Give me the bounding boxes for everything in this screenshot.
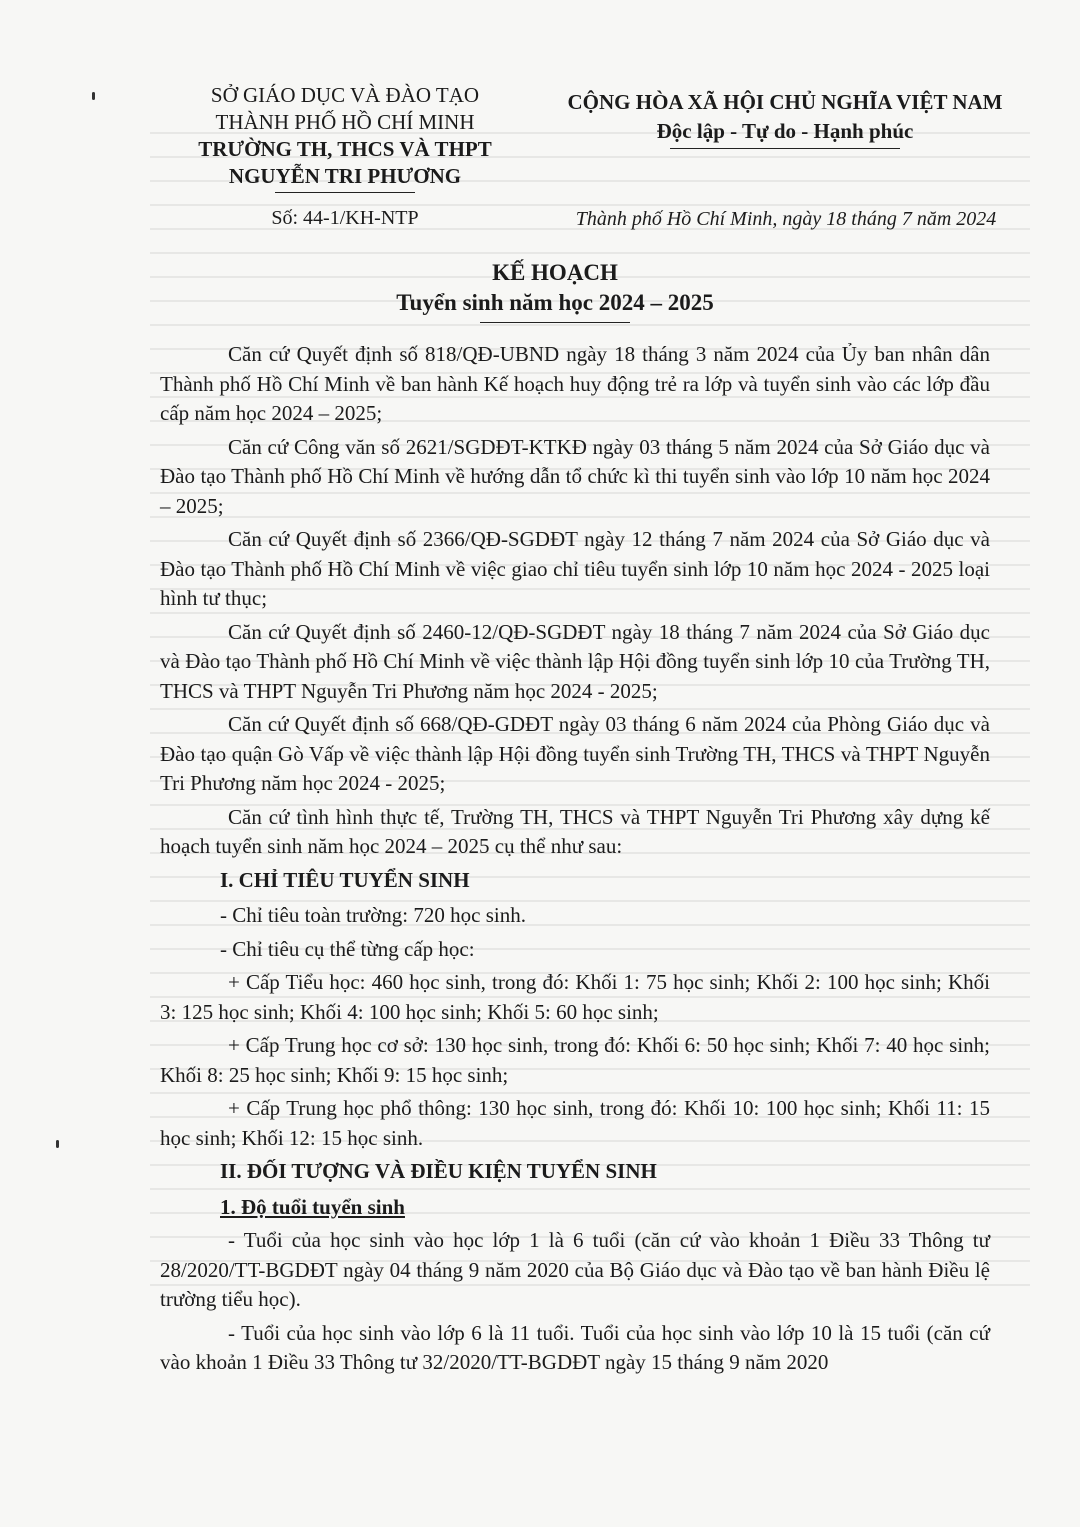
section-2-heading: II. ĐỐI TƯỢNG VÀ ĐIỀU KIỆN TUYỂN SINH — [220, 1159, 657, 1183]
title-underline — [480, 322, 630, 323]
age-item: - Tuổi của học sinh vào học lớp 1 là 6 tuổi (căn cứ vào khoản 1 Điều 33 Thông tư 28/2020/TT-BGDĐT ngày 04 tháng 9 năm 2020 của Bộ Giáo dục và Đào tạo về ban hành Điều lệ trường tiểu học). — [160, 1228, 990, 1311]
legal-basis-paragraph: Căn cứ Quyết định số 668/QĐ-GDĐT ngày 03 tháng 6 năm 2024 của Phòng Giáo dục và Đào tạo quận Gò Vấp về việc thành lập Hội đồng tuyển sinh Trường TH, THCS và THPT Nguyễn Tri Phương năm học 2024 - 2025; — [160, 712, 990, 795]
legal-basis-paragraph: Căn cứ Quyết định số 2460-12/QĐ-SGDĐT ngày 18 tháng 7 năm 2024 của Sở Giáo dục và Đào tạo Thành phố Hồ Chí Minh về việc thành lập Hội đồng tuyển sinh lớp 10 của Trường TH, THCS và THPT Nguyễn Tri Phương năm học 2024 - 2025; — [160, 619, 990, 703]
school-name-line-1: TRƯỜNG TH, THCS VÀ THPT — [198, 137, 492, 161]
title-sub: Tuyển sinh năm học 2024 – 2025 — [396, 290, 714, 315]
authority-line-2: THÀNH PHỐ HỒ CHÍ MINH — [215, 110, 475, 134]
legal-basis-paragraph: Căn cứ Công văn số 2621/SGDĐT-KTKĐ ngày 03 tháng 5 năm 2024 của Sở Giáo dục và Đào tạo Thành phố Hồ Chí Minh về hướng dẫn tổ chức kì thi tuyển sinh vào lớp 10 năm học 2024 – 2025; — [160, 434, 990, 518]
place-date-line: Thành phố Hồ Chí Minh, ngày 18 tháng 7 năm 2024 — [575, 208, 997, 230]
quota-item: - Chỉ tiêu toàn trường: 720 học sinh. — [220, 903, 526, 927]
document-title — [180, 258, 930, 323]
authority-line-1: SỞ GIÁO DỤC VÀ ĐÀO TẠO — [210, 83, 480, 107]
scan-speck — [56, 1140, 59, 1148]
intro-paragraph: Căn cứ tình hình thực tế, Trường TH, THCS và THPT Nguyễn Tri Phương xây dựng kế hoạch tuyển sinh năm học 2024 – 2025 cụ thể như sau: — [160, 804, 990, 858]
legal-basis-paragraph: Căn cứ Quyết định số 818/QĐ-UBND ngày 18 tháng 3 năm 2024 của Ủy ban nhân dân Thành phố Hồ Chí Minh về ban hành Kế hoạch huy động trẻ ra lớp và tuyển sinh vào các lớp đầu cấp năm học 2024 – 2025; — [160, 342, 990, 425]
motto-underline — [670, 148, 900, 149]
country-name: CỘNG HÒA XÃ HỘI CHỦ NGHĨA VIỆT NAM — [567, 90, 1003, 114]
quota-item: - Chỉ tiêu cụ thể từng cấp học: — [220, 936, 475, 961]
quota-item: + Cấp Tiểu học: 460 học sinh, trong đó: Khối 1: 75 học sinh; Khối 2: 100 học sinh; Khối 3: 125 học sinh; Khối 4: 100 học sinh; Khối 5: 60 học sinh; — [160, 970, 990, 1024]
motto: Độc lập - Tự do - Hạnh phúc — [656, 119, 914, 143]
authority-underline — [275, 192, 415, 193]
quota-item: + Cấp Trung học phổ thông: 130 học sinh, trong đó: Khối 10: 100 học sinh; Khối 11: 15 học sinh; Khối 12: 15 học sinh. — [160, 1096, 990, 1150]
age-item: - Tuổi của học sinh vào lớp 6 là 11 tuổi. Tuổi của học sinh vào lớp 10 là 15 tuổi (căn cứ vào khoản 1 Điều 33 Thông tư 32/2020/TT-BGDĐT ngày 15 tháng 9 năm 2020 — [160, 1320, 990, 1374]
national-motto-block — [520, 88, 1050, 149]
subsection-age-heading: 1. Độ tuổi tuyển sinh — [220, 1194, 405, 1219]
school-name-line-2: NGUYỄN TRI PHƯƠNG — [228, 164, 462, 188]
legal-basis-paragraph: Căn cứ Quyết định số 2366/QĐ-SGDĐT ngày 12 tháng 7 năm 2024 của Sở Giáo dục và Đào tạo Thành phố Hồ Chí Minh về việc giao chỉ tiêu tuyển sinh lớp 10 năm học 2024 - 2025 loại hình tư thục; — [160, 527, 990, 610]
document-number: Số: 44-1/KH-NTP — [271, 207, 419, 229]
quota-item: + Cấp Trung học cơ sở: 130 học sinh, trong đó: Khối 6: 50 học sinh; Khối 7: 40 học sinh; Khối 8: 25 học sinh; Khối 9: 15 học sinh; — [160, 1033, 990, 1087]
issuing-authority-block — [180, 82, 510, 232]
section-1-heading: I. CHỈ TIÊU TUYỂN SINH — [220, 867, 470, 892]
document-body — [160, 340, 990, 1382]
title-main: KẾ HOẠCH — [492, 260, 618, 285]
scan-speck — [92, 92, 95, 100]
